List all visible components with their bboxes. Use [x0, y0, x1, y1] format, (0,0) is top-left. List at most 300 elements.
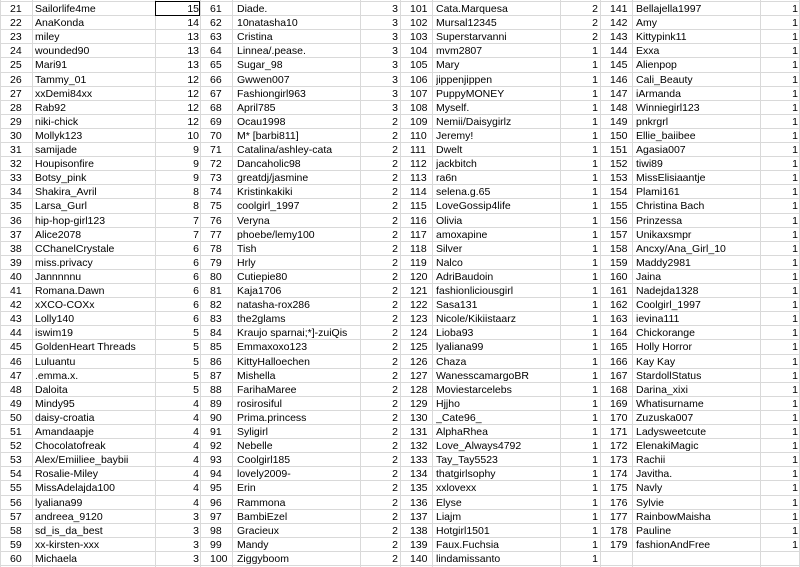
- username-cell[interactable]: Mandy: [237, 538, 269, 551]
- row-number-cell[interactable]: 23: [10, 31, 22, 44]
- username-cell[interactable]: iswim19: [35, 327, 73, 340]
- username-cell[interactable]: Kay Kay: [636, 355, 676, 368]
- row-number-cell[interactable]: 98: [210, 524, 222, 537]
- row-number-cell[interactable]: 62: [210, 17, 222, 30]
- row-number-cell[interactable]: 173: [610, 454, 628, 467]
- count-cell[interactable]: 9: [193, 172, 199, 185]
- count-cell[interactable]: 3: [392, 87, 398, 100]
- username-cell[interactable]: fashionAndFree: [636, 538, 711, 551]
- username-cell[interactable]: Mary: [436, 59, 460, 72]
- count-cell[interactable]: 2: [392, 496, 398, 509]
- count-cell[interactable]: 9: [193, 144, 199, 156]
- username-cell[interactable]: Rachii: [636, 454, 666, 467]
- count-cell[interactable]: 4: [193, 397, 199, 410]
- username-cell[interactable]: Nalco: [436, 256, 463, 269]
- username-cell[interactable]: tiwi89: [636, 158, 663, 171]
- username-cell[interactable]: Alice2078: [35, 228, 82, 241]
- row-number-cell[interactable]: 34: [10, 186, 22, 199]
- username-cell[interactable]: Kristinkakiki: [237, 186, 293, 199]
- count-cell[interactable]: 1: [792, 270, 798, 283]
- count-cell[interactable]: 2: [392, 552, 398, 565]
- username-cell[interactable]: Faux.Fuchsia: [436, 538, 500, 551]
- row-number-cell[interactable]: 73: [210, 172, 222, 185]
- count-cell[interactable]: 1: [592, 285, 598, 297]
- username-cell[interactable]: Prima.princess: [237, 411, 307, 424]
- row-number-cell[interactable]: 161: [610, 285, 628, 297]
- count-cell[interactable]: 4: [193, 496, 199, 509]
- row-number-cell[interactable]: 37: [10, 228, 22, 241]
- username-cell[interactable]: natasha-rox286: [237, 299, 310, 312]
- count-cell[interactable]: 1: [792, 73, 798, 86]
- row-number-cell[interactable]: 102: [410, 17, 428, 30]
- row-number-cell[interactable]: 43: [10, 313, 22, 326]
- row-number-cell[interactable]: 118: [410, 242, 427, 255]
- count-cell[interactable]: 14: [187, 17, 199, 30]
- row-number-cell[interactable]: 128: [410, 383, 428, 396]
- row-number-cell[interactable]: 39: [10, 256, 22, 269]
- row-number-cell[interactable]: 151: [610, 144, 628, 156]
- row-number-cell[interactable]: 54: [10, 468, 22, 481]
- count-cell[interactable]: 12: [187, 87, 199, 100]
- count-cell[interactable]: 3: [193, 538, 199, 551]
- count-cell[interactable]: 1: [592, 228, 598, 241]
- count-cell[interactable]: 2: [592, 17, 598, 30]
- username-cell[interactable]: Diade.: [237, 3, 268, 15]
- row-number-cell[interactable]: 107: [410, 87, 428, 100]
- row-number-cell[interactable]: 122: [410, 299, 428, 312]
- row-number-cell[interactable]: 87: [210, 369, 222, 382]
- row-number-cell[interactable]: 69: [210, 115, 222, 128]
- row-number-cell[interactable]: 149: [610, 115, 628, 128]
- count-cell[interactable]: 1: [792, 468, 798, 481]
- count-cell[interactable]: 2: [392, 129, 398, 142]
- username-cell[interactable]: sd_is_da_best: [35, 524, 103, 537]
- username-cell[interactable]: BambiEzel: [237, 510, 288, 523]
- row-number-cell[interactable]: 40: [10, 270, 22, 283]
- row-number-cell[interactable]: 93: [210, 454, 222, 467]
- username-cell[interactable]: selena.g.65: [436, 186, 491, 199]
- username-cell[interactable]: the2glams: [237, 313, 286, 326]
- count-cell[interactable]: 1: [592, 468, 598, 481]
- row-number-cell[interactable]: 94: [210, 468, 222, 481]
- username-cell[interactable]: Nebelle: [237, 440, 273, 453]
- row-number-cell[interactable]: 71: [210, 144, 222, 156]
- username-cell[interactable]: xXCO-COXx: [35, 299, 95, 312]
- row-number-cell[interactable]: 61: [210, 3, 222, 15]
- username-cell[interactable]: andreea_9120: [35, 510, 103, 523]
- count-cell[interactable]: 1: [592, 369, 598, 382]
- count-cell[interactable]: 2: [392, 270, 398, 283]
- row-number-cell[interactable]: 49: [10, 397, 22, 410]
- row-number-cell[interactable]: 138: [410, 524, 428, 537]
- username-cell[interactable]: xxDemi84xx: [35, 87, 93, 100]
- count-cell[interactable]: 6: [193, 313, 199, 326]
- username-cell[interactable]: Superstarvanni: [436, 31, 507, 44]
- row-number-cell[interactable]: 97: [210, 510, 222, 523]
- row-number-cell[interactable]: 129: [410, 397, 428, 410]
- count-cell[interactable]: 1: [592, 101, 598, 114]
- row-number-cell[interactable]: 165: [610, 341, 628, 354]
- count-cell[interactable]: 1: [592, 144, 598, 156]
- username-cell[interactable]: AdriBaudoin: [436, 270, 494, 283]
- username-cell[interactable]: Michaela: [35, 552, 78, 565]
- row-number-cell[interactable]: 75: [210, 200, 222, 213]
- row-number-cell[interactable]: 121: [410, 285, 428, 297]
- count-cell[interactable]: 1: [592, 510, 598, 523]
- row-number-cell[interactable]: 66: [210, 73, 222, 86]
- row-number-cell[interactable]: 25: [10, 59, 22, 72]
- username-cell[interactable]: Hjjho: [436, 397, 460, 410]
- count-cell[interactable]: 3: [193, 552, 199, 565]
- username-cell[interactable]: Olivia: [436, 214, 463, 227]
- count-cell[interactable]: 4: [193, 411, 199, 424]
- username-cell[interactable]: Rab92: [35, 101, 66, 114]
- row-number-cell[interactable]: 84: [210, 327, 222, 340]
- username-cell[interactable]: Shakira_Avril: [35, 186, 97, 199]
- username-cell[interactable]: Ocau1998: [237, 115, 286, 128]
- count-cell[interactable]: 10: [187, 129, 199, 142]
- row-number-cell[interactable]: 38: [10, 242, 22, 255]
- username-cell[interactable]: Kraujo sparnai;*]-zuiQis: [237, 327, 348, 340]
- count-cell[interactable]: 1: [792, 17, 798, 30]
- row-number-cell[interactable]: 35: [10, 200, 22, 213]
- row-number-cell[interactable]: 63: [210, 31, 222, 44]
- count-cell[interactable]: 1: [592, 524, 598, 537]
- count-cell[interactable]: 1: [792, 228, 798, 241]
- row-number-cell[interactable]: 168: [610, 383, 628, 396]
- username-cell[interactable]: RainbowMaisha: [636, 510, 711, 523]
- count-cell[interactable]: 2: [392, 383, 398, 396]
- row-number-cell[interactable]: 32: [10, 158, 22, 171]
- row-number-cell[interactable]: 51: [10, 426, 22, 438]
- username-cell[interactable]: Tay_Tay5523: [436, 454, 498, 467]
- username-cell[interactable]: mvm2807: [436, 45, 483, 58]
- count-cell[interactable]: 1: [792, 87, 798, 100]
- username-cell[interactable]: rosirosiful: [237, 397, 282, 410]
- username-cell[interactable]: Navly: [636, 482, 663, 495]
- row-number-cell[interactable]: 177: [610, 510, 628, 523]
- username-cell[interactable]: Houpisonfire: [35, 158, 94, 171]
- username-cell[interactable]: Syligirl: [237, 426, 268, 438]
- count-cell[interactable]: 2: [392, 440, 398, 453]
- username-cell[interactable]: Sugar_98: [237, 59, 283, 72]
- count-cell[interactable]: 2: [592, 31, 598, 44]
- username-cell[interactable]: Mari91: [35, 59, 68, 72]
- username-cell[interactable]: greatdj/jasmine: [237, 172, 309, 185]
- count-cell[interactable]: 8: [193, 186, 199, 199]
- row-number-cell[interactable]: 120: [410, 270, 428, 283]
- username-cell[interactable]: GoldenHeart Threads: [35, 341, 136, 354]
- row-number-cell[interactable]: 65: [210, 59, 222, 72]
- username-cell[interactable]: Sasa131: [436, 299, 478, 312]
- row-number-cell[interactable]: 148: [610, 101, 628, 114]
- row-number-cell[interactable]: 60: [10, 552, 22, 565]
- username-cell[interactable]: Mursal12345: [436, 17, 497, 30]
- count-cell[interactable]: 2: [392, 524, 398, 537]
- row-number-cell[interactable]: 134: [410, 468, 428, 481]
- row-number-cell[interactable]: 137: [410, 510, 428, 523]
- count-cell[interactable]: 1: [792, 538, 798, 551]
- username-cell[interactable]: Plami161: [636, 186, 680, 199]
- row-number-cell[interactable]: 113: [410, 172, 427, 185]
- count-cell[interactable]: 1: [792, 369, 798, 382]
- count-cell[interactable]: 1: [792, 355, 798, 368]
- username-cell[interactable]: Dwelt: [436, 144, 463, 156]
- count-cell[interactable]: 13: [187, 31, 199, 44]
- count-cell[interactable]: 1: [792, 101, 798, 114]
- username-cell[interactable]: AnaKonda: [35, 17, 85, 30]
- row-number-cell[interactable]: 146: [610, 73, 628, 86]
- row-number-cell[interactable]: 127: [410, 369, 428, 382]
- username-cell[interactable]: Agasia007: [636, 144, 686, 156]
- row-number-cell[interactable]: 64: [210, 45, 222, 58]
- row-number-cell[interactable]: 72: [210, 158, 222, 171]
- count-cell[interactable]: 1: [792, 200, 798, 213]
- count-cell[interactable]: 6: [193, 270, 199, 283]
- username-cell[interactable]: ievina111: [636, 313, 680, 326]
- count-cell[interactable]: 2: [392, 355, 398, 368]
- count-cell[interactable]: 13: [187, 59, 199, 72]
- row-number-cell[interactable]: 29: [10, 115, 22, 128]
- row-number-cell[interactable]: 44: [10, 327, 22, 340]
- count-cell[interactable]: 3: [392, 31, 398, 44]
- count-cell[interactable]: 2: [392, 454, 398, 467]
- count-cell[interactable]: 6: [193, 256, 199, 269]
- count-cell[interactable]: 3: [193, 510, 199, 523]
- count-cell[interactable]: 1: [592, 59, 598, 72]
- count-cell[interactable]: 1: [592, 341, 598, 354]
- username-cell[interactable]: Exxa: [636, 45, 660, 58]
- username-cell[interactable]: Darina_xixi: [636, 383, 688, 396]
- username-cell[interactable]: Coolgirl185: [237, 454, 291, 467]
- row-number-cell[interactable]: 145: [610, 59, 628, 72]
- row-number-cell[interactable]: 155: [610, 200, 628, 213]
- username-cell[interactable]: Tish: [237, 242, 257, 255]
- row-number-cell[interactable]: 154: [610, 186, 628, 199]
- username-cell[interactable]: lindamissanto: [436, 552, 501, 565]
- count-cell[interactable]: 1: [792, 482, 798, 495]
- row-number-cell[interactable]: 48: [10, 383, 22, 396]
- count-cell[interactable]: 1: [592, 270, 598, 283]
- row-number-cell[interactable]: 169: [610, 397, 628, 410]
- count-cell[interactable]: 2: [392, 242, 398, 255]
- row-number-cell[interactable]: 125: [410, 341, 428, 354]
- row-number-cell[interactable]: 132: [410, 440, 428, 453]
- row-number-cell[interactable]: 77: [210, 228, 222, 241]
- row-number-cell[interactable]: 68: [210, 101, 222, 114]
- row-number-cell[interactable]: 31: [10, 144, 22, 156]
- row-number-cell[interactable]: 115: [410, 200, 427, 213]
- count-cell[interactable]: 2: [392, 411, 398, 424]
- username-cell[interactable]: jippenjippen: [436, 73, 493, 86]
- row-number-cell[interactable]: 36: [10, 214, 22, 227]
- row-number-cell[interactable]: 116: [410, 214, 427, 227]
- row-number-cell[interactable]: 56: [10, 496, 22, 509]
- username-cell[interactable]: Sailorlife4me: [35, 3, 96, 15]
- username-cell[interactable]: Elyse: [436, 496, 462, 509]
- count-cell[interactable]: 1: [792, 313, 798, 326]
- count-cell[interactable]: 3: [392, 101, 398, 114]
- row-number-cell[interactable]: 81: [210, 285, 222, 297]
- row-number-cell[interactable]: 101: [410, 3, 428, 15]
- username-cell[interactable]: LoveGossip4life: [436, 200, 511, 213]
- count-cell[interactable]: 1: [792, 242, 798, 255]
- username-cell[interactable]: KittyHalloechen: [237, 355, 310, 368]
- username-cell[interactable]: Jeremy!: [436, 129, 474, 142]
- username-cell[interactable]: Coolgirl_1997: [636, 299, 701, 312]
- username-cell[interactable]: Ladysweetcute: [636, 426, 707, 438]
- count-cell[interactable]: 1: [792, 31, 798, 44]
- row-number-cell[interactable]: 179: [610, 538, 628, 551]
- row-number-cell[interactable]: 52: [10, 440, 22, 453]
- count-cell[interactable]: 1: [592, 383, 598, 396]
- count-cell[interactable]: 1: [592, 73, 598, 86]
- count-cell[interactable]: 5: [193, 369, 199, 382]
- row-number-cell[interactable]: 158: [610, 242, 628, 255]
- username-cell[interactable]: Lioba93: [436, 327, 474, 340]
- count-cell[interactable]: 1: [592, 552, 598, 565]
- row-number-cell[interactable]: 131: [410, 426, 428, 438]
- username-cell[interactable]: Nadejda1328: [636, 285, 699, 297]
- row-number-cell[interactable]: 109: [410, 115, 428, 128]
- count-cell[interactable]: 1: [592, 45, 598, 58]
- count-cell[interactable]: 2: [392, 369, 398, 382]
- row-number-cell[interactable]: 142: [610, 17, 628, 30]
- count-cell[interactable]: 2: [392, 538, 398, 551]
- username-cell[interactable]: Holly Horror: [636, 341, 693, 354]
- row-number-cell[interactable]: 141: [610, 3, 628, 15]
- username-cell[interactable]: Larsa_Gurl: [35, 200, 87, 213]
- row-number-cell[interactable]: 162: [610, 299, 628, 312]
- row-number-cell[interactable]: 55: [10, 482, 22, 495]
- username-cell[interactable]: Silver: [436, 242, 463, 255]
- username-cell[interactable]: ra6n: [436, 172, 458, 185]
- username-cell[interactable]: Myself.: [436, 101, 470, 114]
- row-number-cell[interactable]: 90: [210, 411, 222, 424]
- row-number-cell[interactable]: 160: [610, 270, 628, 283]
- count-cell[interactable]: 1: [792, 256, 798, 269]
- row-number-cell[interactable]: 117: [410, 228, 427, 241]
- username-cell[interactable]: Rosalie-Miley: [35, 468, 99, 481]
- count-cell[interactable]: 1: [792, 496, 798, 509]
- count-cell[interactable]: 3: [392, 59, 398, 72]
- row-number-cell[interactable]: 153: [610, 172, 628, 185]
- username-cell[interactable]: Mindy95: [35, 397, 75, 410]
- row-number-cell[interactable]: 152: [610, 158, 628, 171]
- row-number-cell[interactable]: 58: [10, 524, 22, 537]
- row-number-cell[interactable]: 171: [610, 426, 628, 438]
- count-cell[interactable]: 1: [592, 327, 598, 340]
- username-cell[interactable]: lyaliana99: [35, 496, 83, 509]
- username-cell[interactable]: miley: [35, 31, 60, 44]
- count-cell[interactable]: 1: [592, 411, 598, 424]
- count-cell[interactable]: 1: [792, 59, 798, 72]
- count-cell[interactable]: 4: [193, 440, 199, 453]
- username-cell[interactable]: Winniegirl123: [636, 101, 700, 114]
- row-number-cell[interactable]: 99: [210, 538, 222, 551]
- username-cell[interactable]: Liajm: [436, 510, 462, 523]
- row-number-cell[interactable]: 46: [10, 355, 22, 368]
- count-cell[interactable]: 8: [193, 200, 199, 213]
- count-cell[interactable]: 1: [792, 214, 798, 227]
- count-cell[interactable]: 3: [392, 3, 398, 15]
- username-cell[interactable]: April785: [237, 101, 276, 114]
- row-number-cell[interactable]: 33: [10, 172, 22, 185]
- row-number-cell[interactable]: 26: [10, 73, 22, 86]
- username-cell[interactable]: 10natasha10: [237, 17, 298, 30]
- count-cell[interactable]: 1: [792, 524, 798, 537]
- row-number-cell[interactable]: 164: [610, 327, 628, 340]
- username-cell[interactable]: Javitha.: [636, 468, 673, 481]
- count-cell[interactable]: 4: [193, 468, 199, 481]
- username-cell[interactable]: fashionliciousgirl: [436, 285, 514, 297]
- count-cell[interactable]: 3: [193, 524, 199, 537]
- username-cell[interactable]: ElenakiMagic: [636, 440, 699, 453]
- count-cell[interactable]: 6: [193, 242, 199, 255]
- count-cell[interactable]: 2: [392, 482, 398, 495]
- count-cell[interactable]: 5: [193, 355, 199, 368]
- count-cell[interactable]: 7: [193, 228, 199, 241]
- row-number-cell[interactable]: 157: [610, 228, 628, 241]
- count-cell[interactable]: 6: [193, 299, 199, 312]
- count-cell[interactable]: 15: [187, 3, 199, 15]
- count-cell[interactable]: 2: [392, 214, 398, 227]
- count-cell[interactable]: 1: [592, 256, 598, 269]
- count-cell[interactable]: 1: [792, 327, 798, 340]
- count-cell[interactable]: 2: [392, 115, 398, 128]
- row-number-cell[interactable]: 112: [410, 158, 427, 171]
- count-cell[interactable]: 1: [592, 496, 598, 509]
- username-cell[interactable]: Pauline: [636, 524, 672, 537]
- username-cell[interactable]: MissAdelajda100: [35, 482, 115, 495]
- username-cell[interactable]: Hrly: [237, 256, 256, 269]
- count-cell[interactable]: 1: [592, 214, 598, 227]
- row-number-cell[interactable]: 22: [10, 17, 22, 30]
- row-number-cell[interactable]: 88: [210, 383, 222, 396]
- count-cell[interactable]: 5: [193, 327, 199, 340]
- row-number-cell[interactable]: 136: [410, 496, 428, 509]
- count-cell[interactable]: 3: [392, 73, 398, 86]
- username-cell[interactable]: samijade: [35, 144, 78, 156]
- username-cell[interactable]: Christina Bach: [636, 200, 705, 213]
- username-cell[interactable]: wounded90: [35, 45, 90, 58]
- row-number-cell[interactable]: 59: [10, 538, 22, 551]
- username-cell[interactable]: Hotgirl1501: [436, 524, 490, 537]
- row-number-cell[interactable]: 100: [210, 552, 228, 565]
- row-number-cell[interactable]: 178: [610, 524, 628, 537]
- username-cell[interactable]: pnkrgrl: [636, 115, 669, 128]
- count-cell[interactable]: 1: [592, 87, 598, 100]
- count-cell[interactable]: 1: [592, 538, 598, 551]
- username-cell[interactable]: Cata.Marquesa: [436, 3, 508, 15]
- username-cell[interactable]: Gracieux: [237, 524, 280, 537]
- username-cell[interactable]: Moviestarcelebs: [436, 383, 512, 396]
- row-number-cell[interactable]: 91: [210, 426, 222, 438]
- row-number-cell[interactable]: 24: [10, 45, 22, 58]
- count-cell[interactable]: 1: [792, 115, 798, 128]
- row-number-cell[interactable]: 147: [610, 87, 628, 100]
- count-cell[interactable]: 2: [392, 468, 398, 481]
- count-cell[interactable]: 2: [392, 158, 398, 171]
- row-number-cell[interactable]: 159: [610, 256, 628, 269]
- row-number-cell[interactable]: 144: [610, 45, 628, 58]
- username-cell[interactable]: Cristina: [237, 31, 273, 44]
- username-cell[interactable]: MissElisiaantje: [636, 172, 706, 185]
- count-cell[interactable]: 1: [592, 299, 598, 312]
- row-number-cell[interactable]: 42: [10, 299, 22, 312]
- row-number-cell[interactable]: 104: [410, 45, 428, 58]
- username-cell[interactable]: miss.privacy: [35, 256, 93, 269]
